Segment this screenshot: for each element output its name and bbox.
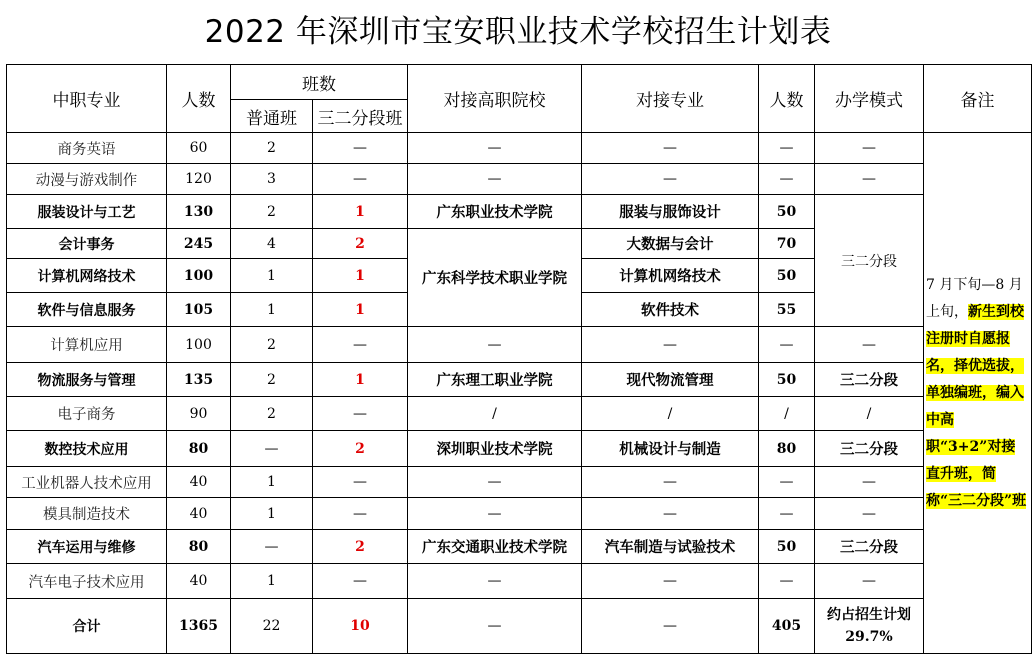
total-mode-note: 约占招生计划29.7%: [815, 599, 924, 654]
header-mode: 办学模式: [815, 65, 924, 133]
cell-count: 80: [167, 431, 231, 467]
cell-count2: 70: [759, 229, 815, 259]
cell-mode: —: [815, 564, 924, 599]
cell-three-two: —: [313, 164, 408, 195]
cell-regular: 2: [231, 133, 313, 164]
cell-college: 广东职业技术学院: [408, 195, 582, 229]
cell-count: 40: [167, 498, 231, 530]
cell-regular: 4: [231, 229, 313, 259]
cell-count2: —: [759, 564, 815, 599]
cell-count: 135: [167, 363, 231, 397]
table-row: [7, 133, 1032, 164]
cell-college-major: —: [582, 564, 759, 599]
cell-mode: —: [815, 164, 924, 195]
cell-college-major: —: [582, 133, 759, 164]
cell-college: —: [408, 467, 582, 498]
cell-college: 深圳职业技术学院: [408, 431, 582, 467]
header-college-major: 对接专业: [582, 65, 759, 133]
cell-count: 40: [167, 467, 231, 498]
cell-college-major: 计算机网络技术: [582, 259, 759, 293]
cell-count: 245: [167, 229, 231, 259]
cell-three-two: 1: [313, 293, 408, 327]
cell-count: 40: [167, 564, 231, 599]
cell-mode: 三二分段: [815, 195, 924, 327]
cell-regular: 2: [231, 195, 313, 229]
cell-college-major: 汽车制造与试验技术: [582, 530, 759, 564]
cell-three-two: —: [313, 327, 408, 363]
cell-count2: 50: [759, 195, 815, 229]
cell-count2: 50: [759, 530, 815, 564]
cell-mode: —: [815, 133, 924, 164]
cell-regular: 1: [231, 293, 313, 327]
header-major: 中职专业: [7, 65, 167, 133]
header-college: 对接高职院校: [408, 65, 582, 133]
remark-highlight: 新生到校注册时自愿报名，择优选拔，单独编班，编入中高职“3+2”对接直升班，简称“三二分段”班: [926, 303, 1027, 509]
cell-major: 会计事务: [7, 229, 167, 259]
cell-count: 100: [167, 327, 231, 363]
cell-college-major: —: [582, 327, 759, 363]
total-count: 1365: [167, 599, 231, 654]
cell-college-major: 大数据与会计: [582, 229, 759, 259]
table-row: [7, 327, 1032, 363]
cell-count2: —: [759, 498, 815, 530]
cell-mode: 三二分段: [815, 431, 924, 467]
header-classes: 班数: [231, 65, 408, 100]
cell-major: 计算机应用: [7, 327, 167, 363]
header-remark: 备注: [924, 65, 1032, 133]
cell-three-two: —: [313, 133, 408, 164]
cell-mode: —: [815, 498, 924, 530]
cell-mode: /: [815, 397, 924, 431]
cell-college-major: —: [582, 467, 759, 498]
cell-major: 计算机网络技术: [7, 259, 167, 293]
cell-regular: —: [231, 530, 313, 564]
remark-cell: [924, 133, 1032, 654]
table-row: [7, 195, 1032, 229]
cell-three-two: —: [313, 467, 408, 498]
enrollment-plan-table: [6, 64, 1032, 654]
remark-plain: 7 月下旬—8 月上旬，: [926, 276, 1023, 320]
cell-count2: 55: [759, 293, 815, 327]
total-label: 合计: [7, 599, 167, 654]
cell-college-major: /: [582, 397, 759, 431]
table-row: [7, 498, 1032, 530]
total-count2: 405: [759, 599, 815, 654]
cell-count: 105: [167, 293, 231, 327]
cell-college: 广东理工职业学院: [408, 363, 582, 397]
header-count2: 人数: [759, 65, 815, 133]
page-title: 2022 年深圳市宝安职业技术学校招生计划表: [204, 14, 832, 50]
cell-college: —: [408, 327, 582, 363]
cell-college-major: 现代物流管理: [582, 363, 759, 397]
cell-three-two: —: [313, 397, 408, 431]
cell-regular: 1: [231, 564, 313, 599]
cell-college: 广东科学技术职业学院: [408, 229, 582, 327]
total-college-major: —: [582, 599, 759, 654]
cell-count: 80: [167, 530, 231, 564]
cell-mode: —: [815, 327, 924, 363]
cell-college: 广东交通职业技术学院: [408, 530, 582, 564]
cell-three-two: 2: [313, 229, 408, 259]
total-three-two: 10: [313, 599, 408, 654]
cell-major: 工业机器人技术应用: [7, 467, 167, 498]
cell-count2: 80: [759, 431, 815, 467]
cell-college-major: —: [582, 498, 759, 530]
cell-count: 120: [167, 164, 231, 195]
total-regular: 22: [231, 599, 313, 654]
total-row: [7, 599, 1032, 654]
cell-regular: —: [231, 431, 313, 467]
cell-three-two: 1: [313, 195, 408, 229]
cell-three-two: 1: [313, 363, 408, 397]
cell-three-two: —: [313, 564, 408, 599]
cell-regular: 3: [231, 164, 313, 195]
cell-regular: 1: [231, 259, 313, 293]
cell-major: 电子商务: [7, 397, 167, 431]
cell-three-two: —: [313, 498, 408, 530]
header-regular: 普通班: [231, 100, 313, 133]
cell-major: 动漫与游戏制作: [7, 164, 167, 195]
cell-three-two: 1: [313, 259, 408, 293]
table-row: [7, 164, 1032, 195]
cell-count: 60: [167, 133, 231, 164]
cell-regular: 2: [231, 397, 313, 431]
total-college: —: [408, 599, 582, 654]
cell-college-major: 机械设计与制造: [582, 431, 759, 467]
cell-college-major: 软件技术: [582, 293, 759, 327]
cell-major: 软件与信息服务: [7, 293, 167, 327]
cell-college: /: [408, 397, 582, 431]
cell-three-two: 2: [313, 530, 408, 564]
table-row: [7, 564, 1032, 599]
cell-college: —: [408, 498, 582, 530]
table-row: [7, 431, 1032, 467]
cell-major: 模具制造技术: [7, 498, 167, 530]
cell-count2: —: [759, 467, 815, 498]
cell-count2: —: [759, 133, 815, 164]
cell-major: 数控技术应用: [7, 431, 167, 467]
table-row: [7, 530, 1032, 564]
cell-count: 100: [167, 259, 231, 293]
cell-college: —: [408, 133, 582, 164]
header-three-two: 三二分段班: [313, 100, 408, 133]
cell-count2: 50: [759, 363, 815, 397]
cell-major: 服装设计与工艺: [7, 195, 167, 229]
cell-major: 汽车运用与维修: [7, 530, 167, 564]
table-row: [7, 467, 1032, 498]
cell-count2: 50: [759, 259, 815, 293]
cell-mode: —: [815, 467, 924, 498]
header-count: 人数: [167, 65, 231, 133]
table-row: [7, 397, 1032, 431]
cell-regular: 1: [231, 467, 313, 498]
cell-regular: 1: [231, 498, 313, 530]
cell-mode: 三二分段: [815, 363, 924, 397]
cell-college-major: 服装与服饰设计: [582, 195, 759, 229]
cell-count2: —: [759, 327, 815, 363]
cell-major: 商务英语: [7, 133, 167, 164]
cell-count: 90: [167, 397, 231, 431]
table-row: [7, 363, 1032, 397]
cell-college: —: [408, 164, 582, 195]
cell-college: —: [408, 564, 582, 599]
cell-count2: —: [759, 164, 815, 195]
cell-major: 汽车电子技术应用: [7, 564, 167, 599]
cell-regular: 2: [231, 327, 313, 363]
cell-major: 物流服务与管理: [7, 363, 167, 397]
cell-count2: /: [759, 397, 815, 431]
cell-college-major: —: [582, 164, 759, 195]
cell-three-two: 2: [313, 431, 408, 467]
cell-regular: 2: [231, 363, 313, 397]
cell-count: 130: [167, 195, 231, 229]
cell-mode: 三二分段: [815, 530, 924, 564]
